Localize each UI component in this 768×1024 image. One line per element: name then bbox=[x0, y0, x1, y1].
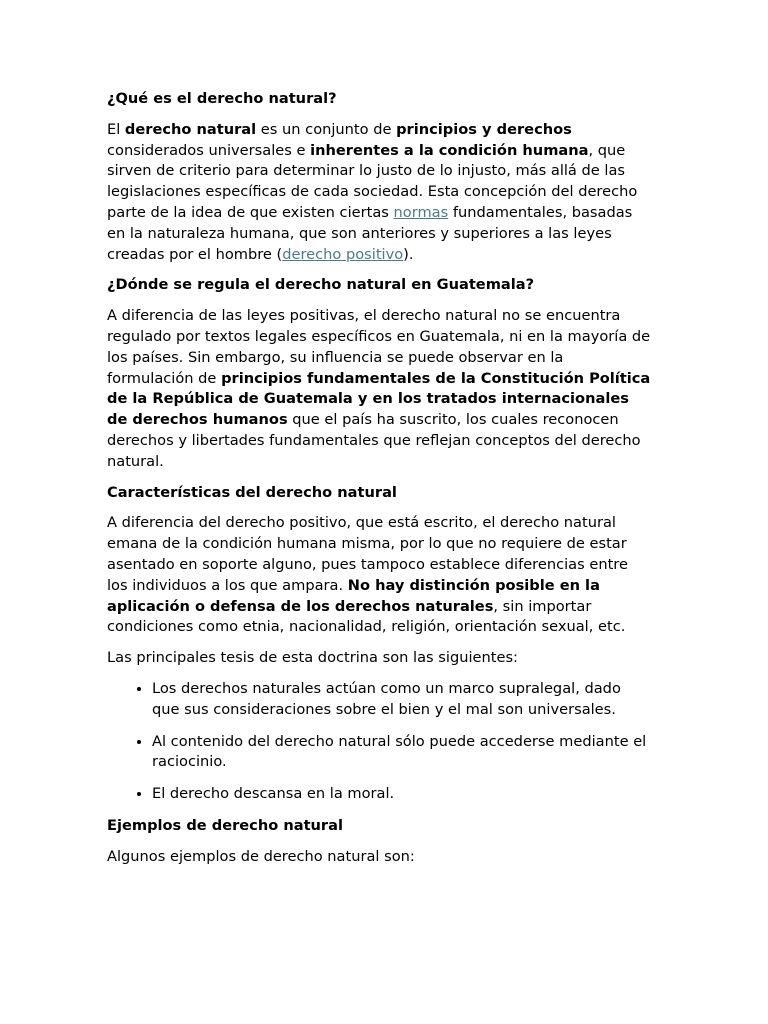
bold-text: principios y derechos bbox=[396, 120, 572, 138]
heading-donde-se-regula: ¿Dónde se regula el derecho natural en Guatemala? bbox=[107, 276, 535, 294]
list-item: • Los derechos naturales actúan como un marco supralegal, dado que sus consideraciones sobre el bien y el mal son universales. bbox=[152, 679, 652, 721]
text-span: , que sirven de criterio para determinar lo justo de lo injusto, más allá de las legislaciones específicas de cada sociedad. Esta concepción del derecho parte de la idea de que existen ciertas bbox=[107, 141, 638, 221]
text-span: es un conjunto de bbox=[256, 120, 397, 138]
text-span: El bbox=[107, 120, 125, 138]
heading-ejemplos: Ejemplos de derecho natural bbox=[107, 816, 343, 834]
heading-que-es: ¿Qué es el derecho natural? bbox=[107, 90, 337, 107]
text-span: fundamentales, basadas en la naturaleza humana, que son anteriores y superiores a las leyes creadas por el hombre ( bbox=[107, 203, 633, 263]
paragraph-caracteristicas bbox=[107, 513, 652, 638]
paragraph-tesis-intro: Las principales tesis de esta doctrina son las siguientes: bbox=[107, 649, 518, 667]
link-normas[interactable]: normas bbox=[393, 203, 449, 221]
list-item: • El derecho descansa en la moral. bbox=[152, 784, 652, 805]
heading-caracteristicas: Características del derecho natural bbox=[107, 483, 397, 501]
bold-text: inherentes a la condición humana bbox=[310, 141, 589, 159]
list-item: • Al contenido del derecho natural sólo puede accederse mediante el raciocinio. bbox=[152, 732, 652, 774]
text-span: considerados universales e bbox=[107, 141, 311, 159]
paragraph-ejemplos-intro: Algunos ejemplos de derecho natural son: bbox=[107, 847, 415, 865]
paragraph-regulacion bbox=[107, 306, 652, 472]
tesis-list bbox=[107, 679, 652, 805]
link-derecho-positivo[interactable]: derecho positivo bbox=[282, 245, 404, 263]
text-span: A diferencia de las leyes positivas, el derecho natural no se encuentra regulado por textos legales específicos en Guatemala, ni en la mayoría de los países. Sin embargo, su influencia se puede observar en la formulación de bbox=[107, 307, 651, 387]
bold-text: derecho natural bbox=[124, 120, 257, 138]
paragraph-definicion bbox=[107, 120, 652, 266]
document-body bbox=[107, 89, 652, 878]
bold-text: principios fundamentales de la Constitución Política de la República de Guatemala y en los tratados internacionales de derechos humanos bbox=[107, 369, 651, 429]
text-span: que el país ha suscrito, los cuales reconocen derechos y libertades fundamentales que reflejan conceptos del derecho natural. bbox=[107, 411, 641, 470]
text-span: , sin importar condiciones como etnia, nacionalidad, religión, orientación sexual, etc. bbox=[107, 597, 626, 636]
text-span: ). bbox=[403, 245, 414, 263]
text-span: A diferencia del derecho positivo, que está escrito, el derecho natural emana de la condición humana misma, por lo que no requiere de estar asentado en soporte alguno, pues tampoco establece diferencias entre los individuos a los que ampara. bbox=[107, 514, 628, 594]
bold-text: No hay distinción posible en la aplicación o defensa de los derechos naturales bbox=[107, 576, 600, 615]
